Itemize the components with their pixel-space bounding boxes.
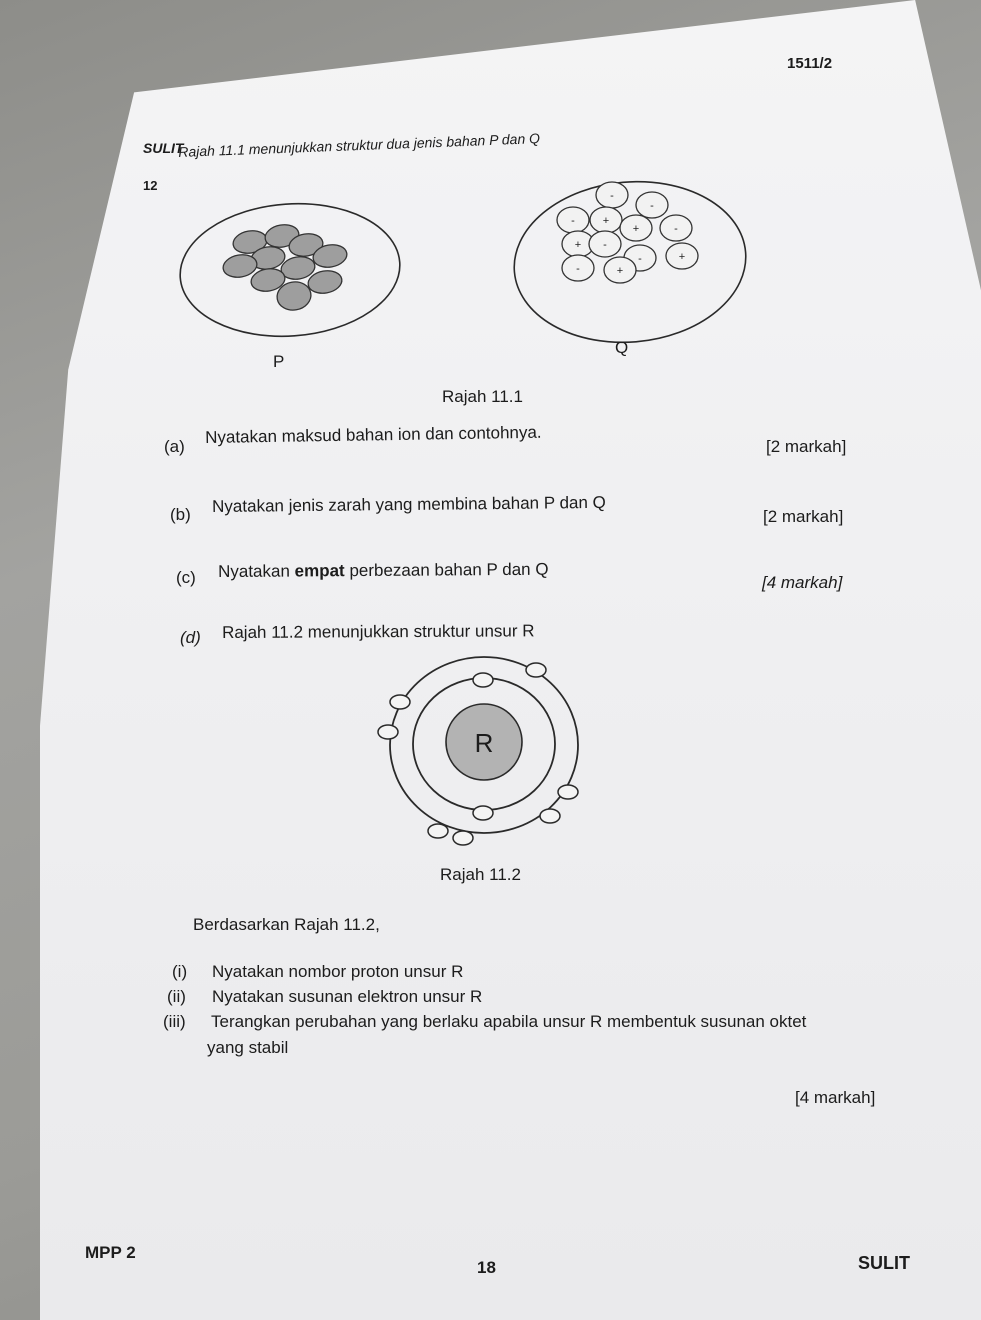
electron — [453, 831, 473, 845]
part-b-text: Nyatakan jenis zarah yang membina bahan P dan Q — [212, 492, 606, 516]
substance-p-molecules — [221, 222, 348, 313]
part-b-label: (b) — [170, 505, 191, 524]
page-number: 18 — [477, 1258, 496, 1277]
ion-charge: - — [674, 223, 678, 235]
ion-charge: + — [632, 223, 640, 235]
ion-charge: + — [602, 215, 610, 227]
label-p: P — [273, 352, 285, 371]
ion-charge: - — [650, 200, 654, 212]
electron — [526, 663, 546, 677]
part-c-marks: [4 markah] — [762, 573, 843, 592]
sub-ii-text: Nyatakan susunan elektron unsur R — [212, 987, 483, 1006]
electron — [428, 824, 448, 838]
part-d-lead: Berdasarkan Rajah 11.2, — [193, 915, 380, 934]
electron — [558, 785, 578, 799]
ion-charge: - — [603, 239, 607, 251]
footer-left: MPP 2 — [85, 1243, 136, 1262]
figure-11-1 — [0, 0, 981, 420]
substance-q-ions — [557, 182, 698, 283]
figure-11-1-caption: Rajah 11.1 — [442, 387, 523, 406]
part-a-text: Nyatakan maksud bahan ion dan contohnya. — [205, 422, 542, 447]
header-sulit: SULIT — [143, 140, 184, 156]
figure-11-2 — [370, 650, 600, 850]
figure-11-2-caption: Rajah 11.2 — [440, 865, 521, 884]
ion-charge: + — [678, 251, 686, 263]
electron — [473, 673, 493, 687]
part-d-marks: [4 markah] — [795, 1088, 876, 1107]
part-c-label: (c) — [176, 568, 196, 587]
electron — [390, 695, 410, 709]
sub-i-label: (i) — [172, 962, 188, 981]
part-d-label: (d) — [180, 628, 201, 647]
part-a-label: (a) — [164, 437, 185, 456]
ion-charge: - — [571, 215, 575, 227]
electron — [540, 809, 560, 823]
ion-charge: + — [574, 239, 582, 251]
label-q: Q — [615, 338, 629, 357]
part-d-text: Rajah 11.2 menunjukkan struktur unsur R — [222, 621, 535, 642]
part-a-marks: [2 markah] — [766, 437, 847, 456]
sub-iii-line1: Terangkan perubahan yang berlaku apabila unsur R membentuk susunan oktet — [211, 1012, 807, 1031]
sub-iii-label: (iii) — [163, 1012, 186, 1031]
paper-code: 1511/2 — [787, 55, 833, 72]
sub-iii-line2: yang stabil — [207, 1038, 289, 1057]
part-b-marks: [2 markah] — [763, 507, 844, 526]
ion-charge: - — [610, 190, 614, 202]
sub-i-text: Nyatakan nombor proton unsur R — [212, 962, 464, 981]
sub-ii-label: (ii) — [167, 987, 186, 1006]
part-c-text: Nyatakan empat perbezaan bahan P dan Q — [218, 559, 549, 581]
ion-charge: - — [638, 253, 642, 265]
ion-charge: + — [616, 265, 624, 277]
question-intro: Rajah 11.1 menunjukkan struktur dua jenis bahan P dan Q — [178, 130, 541, 160]
atom-symbol: R — [474, 728, 494, 758]
ion-charge: - — [576, 263, 580, 275]
electron — [473, 806, 493, 820]
electron — [378, 725, 398, 739]
question-number: 12 — [143, 178, 158, 193]
footer-sulit: SULIT — [858, 1253, 910, 1273]
